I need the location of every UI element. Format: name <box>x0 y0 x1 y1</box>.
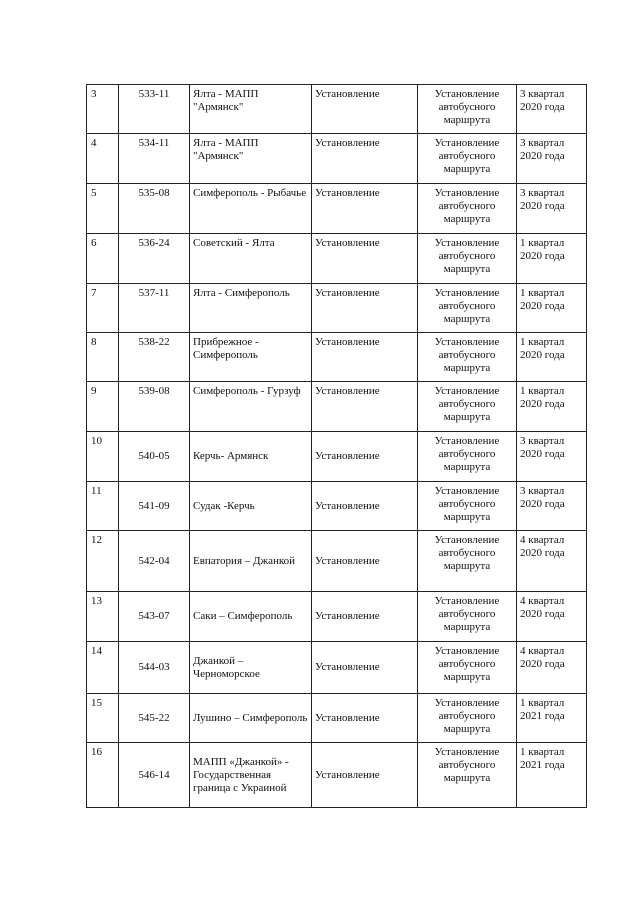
route-period: 4 квартал 2020 года <box>517 642 587 694</box>
route-period: 1 квартал 2021 года <box>517 694 587 743</box>
route-name: Симферополь - Рыбачье <box>190 184 312 234</box>
route-description: Установление автобусного маршрута <box>418 333 517 382</box>
route-name: Советский - Ялта <box>190 234 312 284</box>
route-code: 534-11 <box>119 134 190 184</box>
route-name: МАПП «Джанкой» - Государственная граница с Украиной <box>190 743 312 808</box>
route-name: Ялта - МАПП "Армянск" <box>190 85 312 134</box>
row-number: 10 <box>87 432 119 482</box>
row-number: 4 <box>87 134 119 184</box>
route-description: Установление автобусного маршрута <box>418 432 517 482</box>
route-description: Установление автобусного маршрута <box>418 184 517 234</box>
route-code: 546-14 <box>119 743 190 808</box>
route-name: Судак -Керчь <box>190 482 312 531</box>
route-period: 1 квартал 2020 года <box>517 333 587 382</box>
route-name: Лушино – Симферополь <box>190 694 312 743</box>
route-action: Установление <box>312 642 418 694</box>
route-code: 540-05 <box>119 432 190 482</box>
route-code: 543-07 <box>119 592 190 642</box>
table-row <box>87 85 587 134</box>
route-period: 3 квартал 2020 года <box>517 134 587 184</box>
route-code: 541-09 <box>119 482 190 531</box>
row-number: 12 <box>87 531 119 592</box>
route-period: 1 квартал 2020 года <box>517 284 587 333</box>
table-row <box>87 642 587 694</box>
route-name: Джанкой – Черноморское <box>190 642 312 694</box>
route-description: Установление автобусного маршрута <box>418 592 517 642</box>
row-number: 5 <box>87 184 119 234</box>
route-action: Установление <box>312 694 418 743</box>
route-code: 533-11 <box>119 85 190 134</box>
route-action: Установление <box>312 432 418 482</box>
route-description: Установление автобусного маршрута <box>418 482 517 531</box>
route-code: 538-22 <box>119 333 190 382</box>
table-row <box>87 284 587 333</box>
route-action: Установление <box>312 85 418 134</box>
route-code: 535-08 <box>119 184 190 234</box>
route-description: Установление автобусного маршрута <box>418 642 517 694</box>
table-row <box>87 432 587 482</box>
route-code: 536-24 <box>119 234 190 284</box>
row-number: 11 <box>87 482 119 531</box>
route-period: 1 квартал 2020 года <box>517 234 587 284</box>
route-description: Установление автобусного маршрута <box>418 234 517 284</box>
route-period: 3 квартал 2020 года <box>517 85 587 134</box>
route-period: 1 квартал 2021 года <box>517 743 587 808</box>
route-action: Установление <box>312 184 418 234</box>
route-action: Установление <box>312 531 418 592</box>
route-name: Прибрежное - Симферополь <box>190 333 312 382</box>
table-row <box>87 333 587 382</box>
route-period: 1 квартал 2020 года <box>517 382 587 432</box>
table-row <box>87 743 587 808</box>
table-row <box>87 694 587 743</box>
route-period: 3 квартал 2020 года <box>517 432 587 482</box>
row-number: 14 <box>87 642 119 694</box>
route-description: Установление автобусного маршрута <box>418 284 517 333</box>
table-row <box>87 531 587 592</box>
routes-table <box>86 84 587 808</box>
route-action: Установление <box>312 743 418 808</box>
route-period: 3 квартал 2020 года <box>517 184 587 234</box>
route-action: Установление <box>312 134 418 184</box>
row-number: 7 <box>87 284 119 333</box>
route-description: Установление автобусного маршрута <box>418 694 517 743</box>
row-number: 9 <box>87 382 119 432</box>
route-action: Установление <box>312 234 418 284</box>
route-name: Саки – Симферополь <box>190 592 312 642</box>
route-name: Ялта - Симферополь <box>190 284 312 333</box>
route-action: Установление <box>312 482 418 531</box>
route-period: 4 квартал 2020 года <box>517 531 587 592</box>
row-number: 16 <box>87 743 119 808</box>
row-number: 6 <box>87 234 119 284</box>
route-name: Керчь- Армянск <box>190 432 312 482</box>
table-row <box>87 592 587 642</box>
route-action: Установление <box>312 333 418 382</box>
route-period: 4 квартал 2020 года <box>517 592 587 642</box>
route-code: 544-03 <box>119 642 190 694</box>
route-code: 539-08 <box>119 382 190 432</box>
table-row <box>87 134 587 184</box>
route-code: 537-11 <box>119 284 190 333</box>
table-row <box>87 184 587 234</box>
route-description: Установление автобусного маршрута <box>418 85 517 134</box>
row-number: 8 <box>87 333 119 382</box>
table-row <box>87 234 587 284</box>
route-description: Установление автобусного маршрута <box>418 743 517 808</box>
row-number: 15 <box>87 694 119 743</box>
route-action: Установление <box>312 284 418 333</box>
route-period: 3 квартал 2020 года <box>517 482 587 531</box>
route-description: Установление автобусного маршрута <box>418 531 517 592</box>
route-action: Установление <box>312 382 418 432</box>
route-code: 545-22 <box>119 694 190 743</box>
route-name: Симферополь - Гурзуф <box>190 382 312 432</box>
table-row <box>87 382 587 432</box>
table-row <box>87 482 587 531</box>
route-code: 542-04 <box>119 531 190 592</box>
route-description: Установление автобусного маршрута <box>418 382 517 432</box>
route-name: Евпатория – Джанкой <box>190 531 312 592</box>
row-number: 3 <box>87 85 119 134</box>
row-number: 13 <box>87 592 119 642</box>
route-description: Установление автобусного маршрута <box>418 134 517 184</box>
route-name: Ялта - МАПП "Армянск" <box>190 134 312 184</box>
route-action: Установление <box>312 592 418 642</box>
